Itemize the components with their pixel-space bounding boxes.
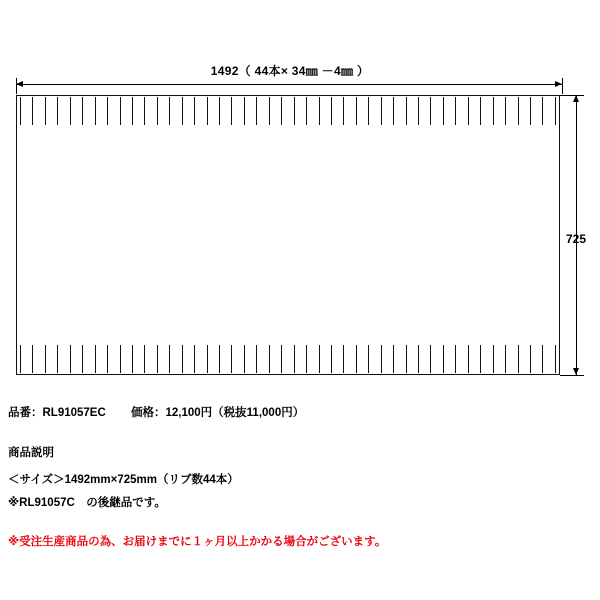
extension-line-top-right [560,95,584,96]
rib [542,345,543,373]
rib [182,97,183,125]
rib [20,97,21,125]
rib [120,345,121,373]
rib [418,345,419,373]
rib [468,97,469,125]
rib [480,345,481,373]
rib [219,345,220,373]
extension-line-bottom-right [560,375,584,376]
rib [219,97,220,125]
rib [157,345,158,373]
rib [281,97,282,125]
rib [269,97,270,125]
rib [518,345,519,373]
rib [269,345,270,373]
rib [107,345,108,373]
rib [505,345,506,373]
rib [95,345,96,373]
rib [120,97,121,125]
rib [555,345,556,373]
rib [144,345,145,373]
top-dimension-label: 1492（ 44本× 34㎜ －4㎜ ） [210,64,370,78]
rib [107,97,108,125]
bath-lid-body [16,95,560,375]
rib [356,97,357,125]
rib [505,97,506,125]
rib [32,345,33,373]
sku-price-line [8,404,592,420]
rib [169,345,170,373]
rib [95,97,96,125]
rib [493,345,494,373]
rib [381,345,382,373]
rib [194,97,195,125]
product-info [8,404,592,517]
rib [294,345,295,373]
rib [319,97,320,125]
rib [555,97,556,125]
rib [406,97,407,125]
rib [231,97,232,125]
description-heading: 商品説明 [8,447,54,459]
rib-group-bottom [17,345,559,373]
rib [57,345,58,373]
rib [455,345,456,373]
rib [530,97,531,125]
rib [45,97,46,125]
rib [157,97,158,125]
rib [331,345,332,373]
rib [82,345,83,373]
sku-label: 品番：RL91057EC [8,407,106,419]
rib [256,97,257,125]
rib [20,345,21,373]
rib [368,345,369,373]
rib [480,97,481,125]
rib [194,345,195,373]
description-line-successor: ※RL91057C の後継品です。 [8,497,166,509]
rib [418,97,419,125]
rib [306,97,307,125]
rib [244,97,245,125]
rib [169,97,170,125]
rib [393,97,394,125]
rib [393,345,394,373]
rib [182,345,183,373]
rib-group-top [17,97,559,125]
rib [231,345,232,373]
rib [32,97,33,125]
rib [132,345,133,373]
rib [319,345,320,373]
rib [132,97,133,125]
rib [455,97,456,125]
rib [343,97,344,125]
description-line-size: ＜サイズ＞1492mm×725mm（リブ数44本） [8,474,239,486]
rib [82,97,83,125]
price-label: 価格：12,100円（税抜11,000円） [131,407,305,419]
rib [356,345,357,373]
rib [493,97,494,125]
rib [430,345,431,373]
right-dimension-label: 725 [566,232,587,246]
rib [57,97,58,125]
rib [518,97,519,125]
lead-time-note: ※受注生産商品の為、お届けまでに１ヶ月以上かかる場合がございます。 [8,536,387,548]
rib [331,97,332,125]
rib [70,345,71,373]
rib [281,345,282,373]
rib [368,97,369,125]
rib [294,97,295,125]
rib [381,97,382,125]
rib [256,345,257,373]
rib [443,97,444,125]
rib [343,345,344,373]
rib [207,345,208,373]
rib [430,97,431,125]
rib [207,97,208,125]
rib [542,97,543,125]
rib [45,345,46,373]
rib [244,345,245,373]
rib [406,345,407,373]
rib [443,345,444,373]
rib [530,345,531,373]
rib [468,345,469,373]
rib [306,345,307,373]
rib [144,97,145,125]
rib [70,97,71,125]
extension-line-right [562,78,563,94]
top-dimension-line [16,84,562,85]
